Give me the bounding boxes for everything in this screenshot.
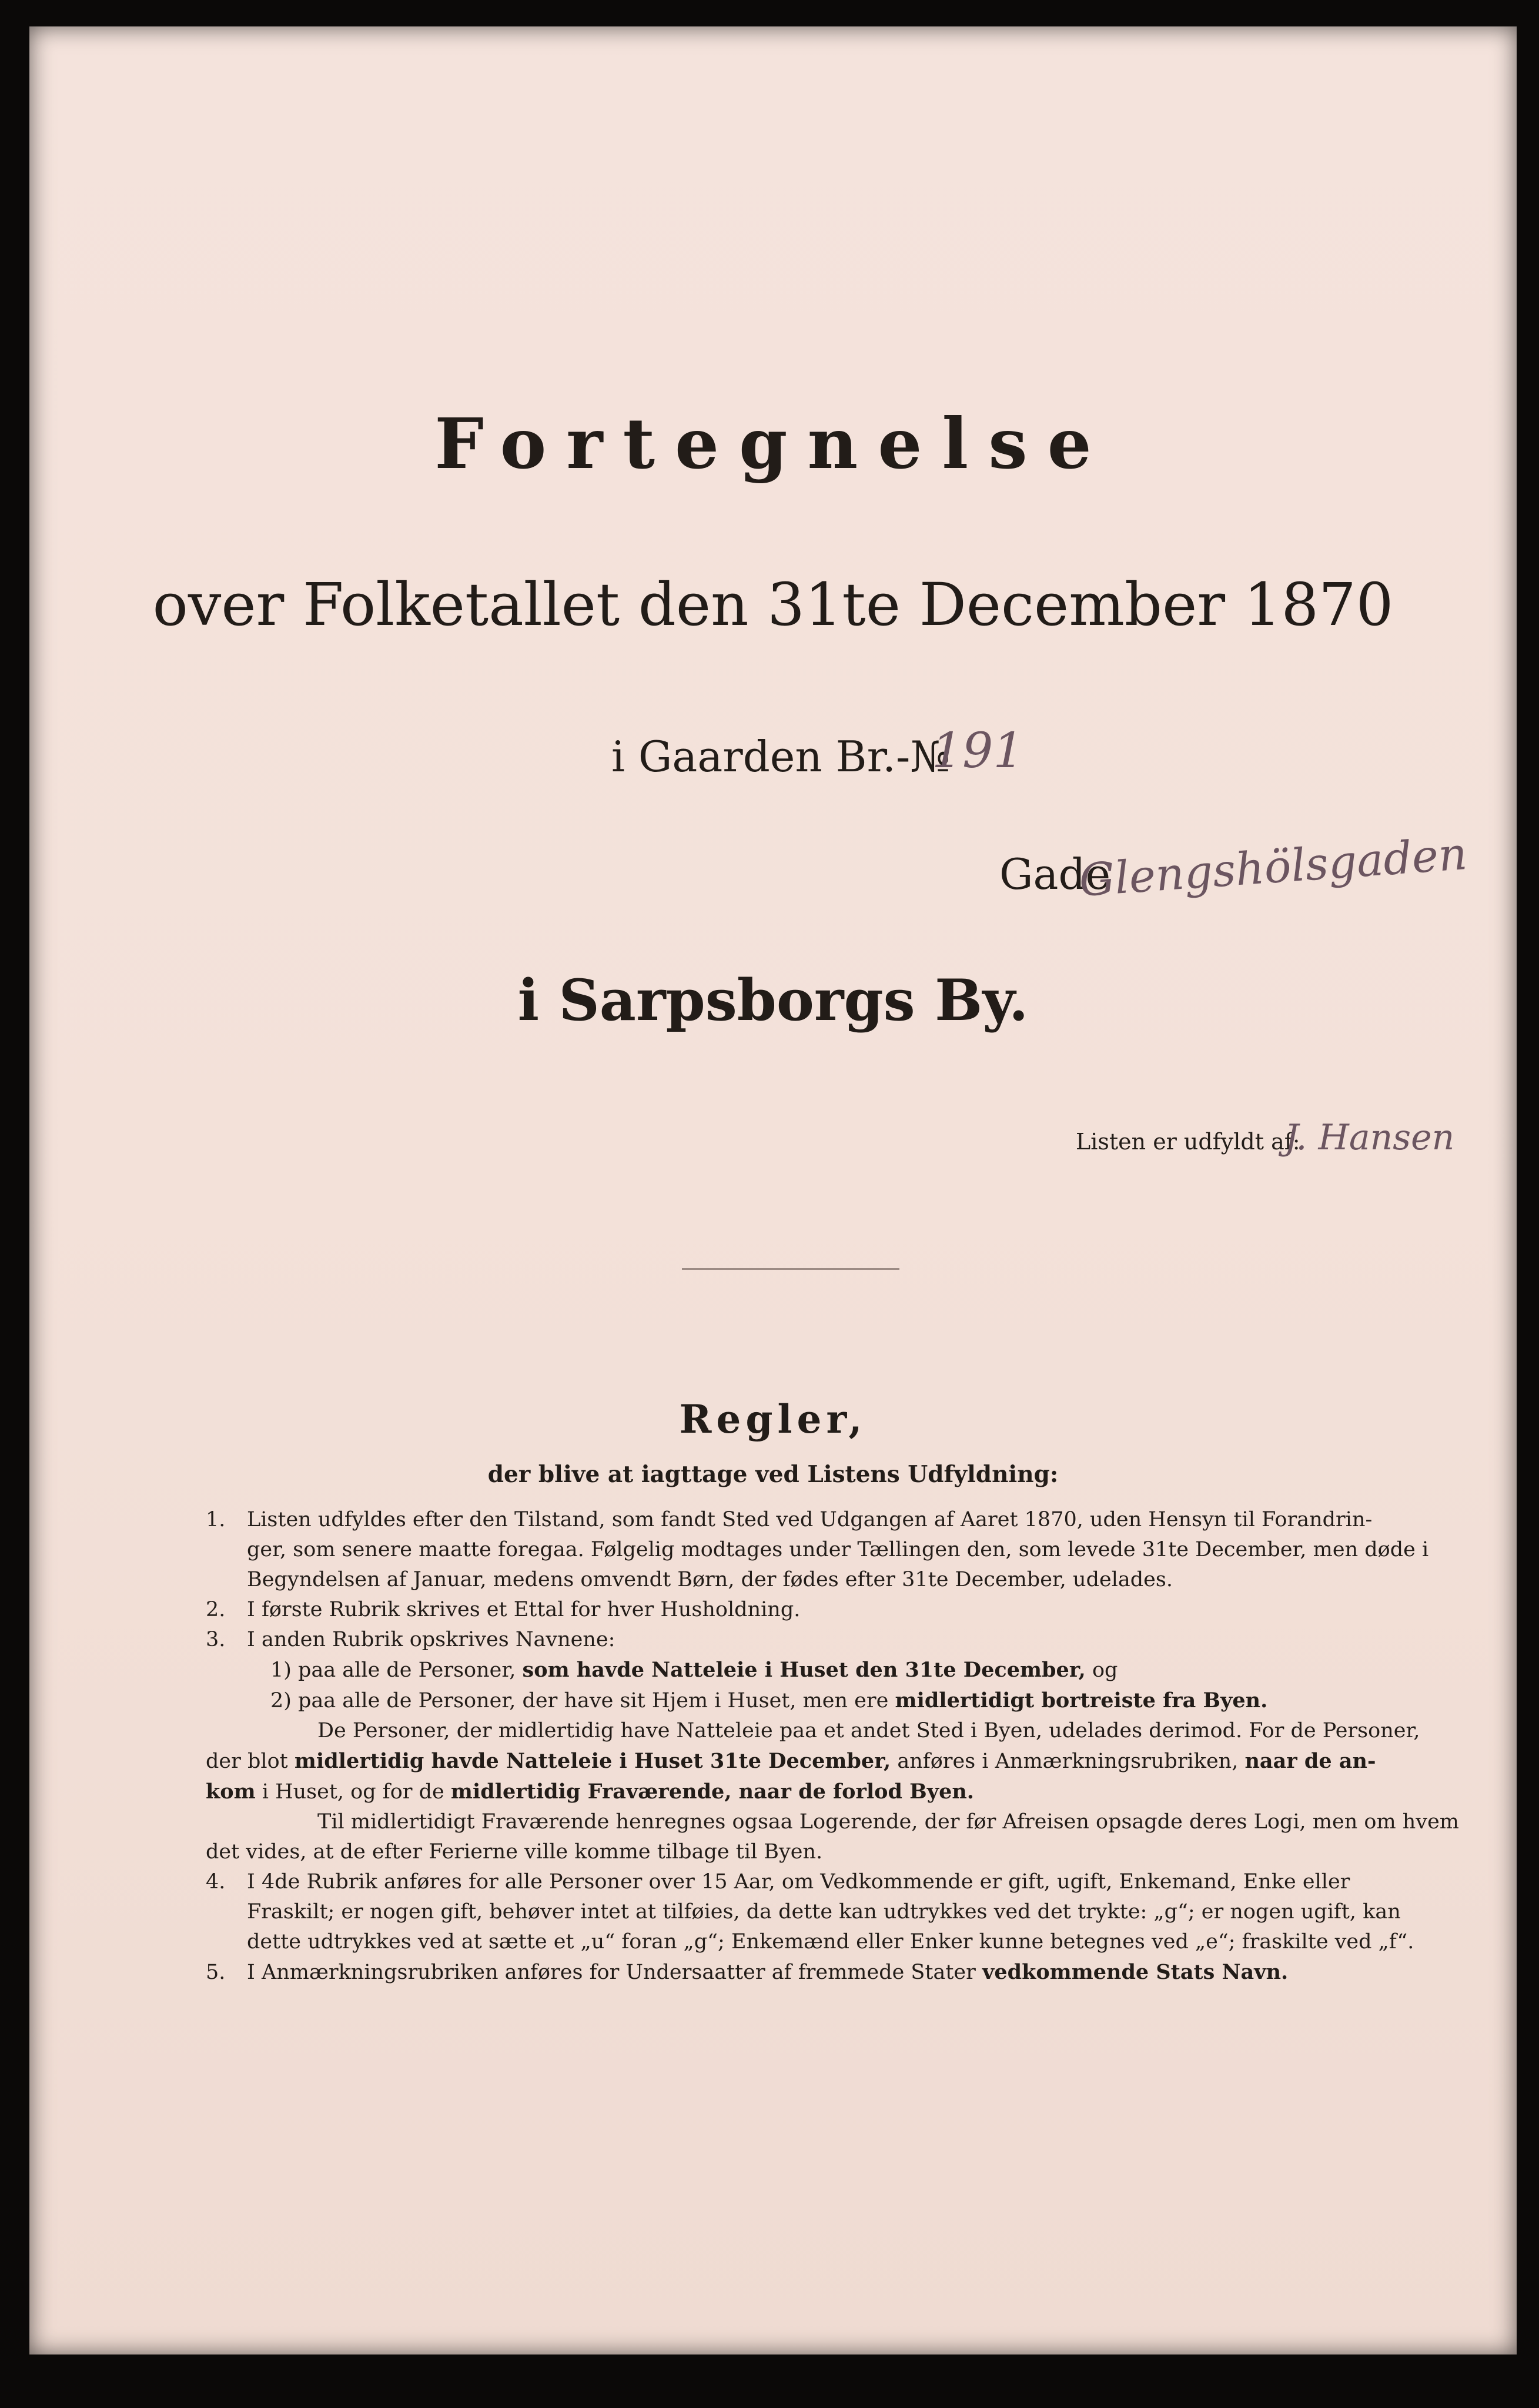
gade-label: Gade bbox=[999, 850, 1111, 899]
rule-text: I 4de Rubrik anføres for alle Personer over 15 Aar, om Vedkommende er gift, ugift, Enkemand, Enke eller bbox=[247, 1870, 1350, 1894]
rule-line bbox=[206, 1777, 1376, 1807]
rule-text: 2) paa alle de Personer, der have sit Hjem i Huset, men ere bbox=[270, 1689, 889, 1713]
rule-line bbox=[206, 1625, 1376, 1655]
gade-handwritten-value: Glengshölsgaden bbox=[1077, 827, 1469, 907]
gaard-handwritten-value: 191 bbox=[932, 723, 1024, 779]
rules-title: Regler, bbox=[679, 1396, 867, 1442]
rule-text: Listen udfyldes efter den Tilstand, som fandt Sted ved Udgangen af Aaret 1870, uden Hensyn til Forandrin- bbox=[247, 1508, 1373, 1531]
rule-line bbox=[206, 1746, 1376, 1777]
rule-text: 1) paa alle de Personer, bbox=[270, 1658, 516, 1682]
rule-line: Til midlertidigt Fraværende henregnes ogsaa Logerende, der før Afreisen opsagde deres Logi, men om hvem bbox=[317, 1810, 1459, 1834]
filled-by-signature: J. Hansen bbox=[1284, 1117, 1455, 1158]
rule-text: i Huset, og for de bbox=[262, 1780, 444, 1804]
rule-text: der blot bbox=[206, 1750, 288, 1773]
rule-text: I Anmærkningsrubriken anføres for Undersaatter af fremmede Stater bbox=[247, 1961, 976, 1984]
rules-subtitle: der blive at iagttage ved Listens Udfyldning: bbox=[487, 1461, 1059, 1488]
rule-emphasis: midlertidig havde Natteleie i Huset 31te December, bbox=[294, 1749, 891, 1773]
rule-line: De Personer, der midlertidig have Natteleie paa et andet Sted i Byen, udelades derimod. For de Personer, bbox=[317, 1719, 1420, 1743]
rule-text: anføres i Anmærkningsrubriken, bbox=[897, 1750, 1239, 1773]
divider-line bbox=[682, 1268, 899, 1270]
rule-emphasis: som havde Natteleie i Huset den 31te December, bbox=[522, 1658, 1086, 1682]
rule-number: 3. bbox=[206, 1628, 226, 1651]
city-heading: i Sarpsborgs By. bbox=[517, 967, 1029, 1034]
rule-text: og bbox=[1092, 1658, 1118, 1682]
rule-line bbox=[206, 1957, 1376, 1988]
form-subtitle: over Folketallet den 31te December 1870 bbox=[152, 570, 1394, 639]
rule-emphasis: midlertidigt bortreiste fra Byen. bbox=[895, 1688, 1268, 1713]
census-form-page bbox=[29, 26, 1517, 2355]
rule-line: det vides, at de efter Ferierne ville komme tilbage til Byen. bbox=[206, 1840, 823, 1864]
rule-line bbox=[206, 1655, 1376, 1685]
rules-list bbox=[206, 1505, 1459, 1988]
rule-emphasis: kom bbox=[206, 1780, 256, 1804]
gaard-label: i Gaarden Br.-№ bbox=[611, 732, 951, 781]
rule-line bbox=[206, 1867, 1376, 1897]
form-title: Fortegnelse bbox=[434, 403, 1112, 484]
rule-text: I første Rubrik skrives et Ettal for hver Husholdning. bbox=[247, 1598, 801, 1621]
rule-line bbox=[206, 1595, 1376, 1625]
rule-line bbox=[206, 1505, 1376, 1535]
rule-line bbox=[206, 1685, 1376, 1716]
rule-text: I anden Rubrik opskrives Navnene: bbox=[247, 1628, 615, 1651]
rule-line: Begyndelsen af Januar, medens omvendt Børn, der fødes efter 31te December, udelades. bbox=[247, 1568, 1173, 1591]
filled-by-label: Listen er udfyldt af: bbox=[1076, 1129, 1300, 1155]
rule-number: 4. bbox=[206, 1870, 226, 1894]
rule-line: Fraskilt; er nogen gift, behøver intet at tilføies, da dette kan udtrykkes ved det trykte: „g“; er nogen ugift, kan bbox=[247, 1900, 1401, 1924]
rule-line: dette udtrykkes ved at sætte et „u“ foran „g“; Enkemænd eller Enker kunne betegnes ved „e“; fraskilte ved „f“. bbox=[247, 1930, 1414, 1954]
rule-emphasis: naar de an- bbox=[1244, 1749, 1376, 1773]
rule-line: ger, som senere maatte foregaa. Følgelig modtages under Tællingen den, som levede 31te December, men døde i bbox=[247, 1538, 1429, 1561]
rule-emphasis: vedkommende Stats Navn. bbox=[982, 1960, 1289, 1984]
rule-number: 5. bbox=[206, 1961, 226, 1984]
rule-number: 2. bbox=[206, 1598, 226, 1621]
rule-emphasis: midlertidig Fraværende, naar de forlod Byen. bbox=[450, 1780, 974, 1804]
rule-number: 1. bbox=[206, 1508, 226, 1531]
